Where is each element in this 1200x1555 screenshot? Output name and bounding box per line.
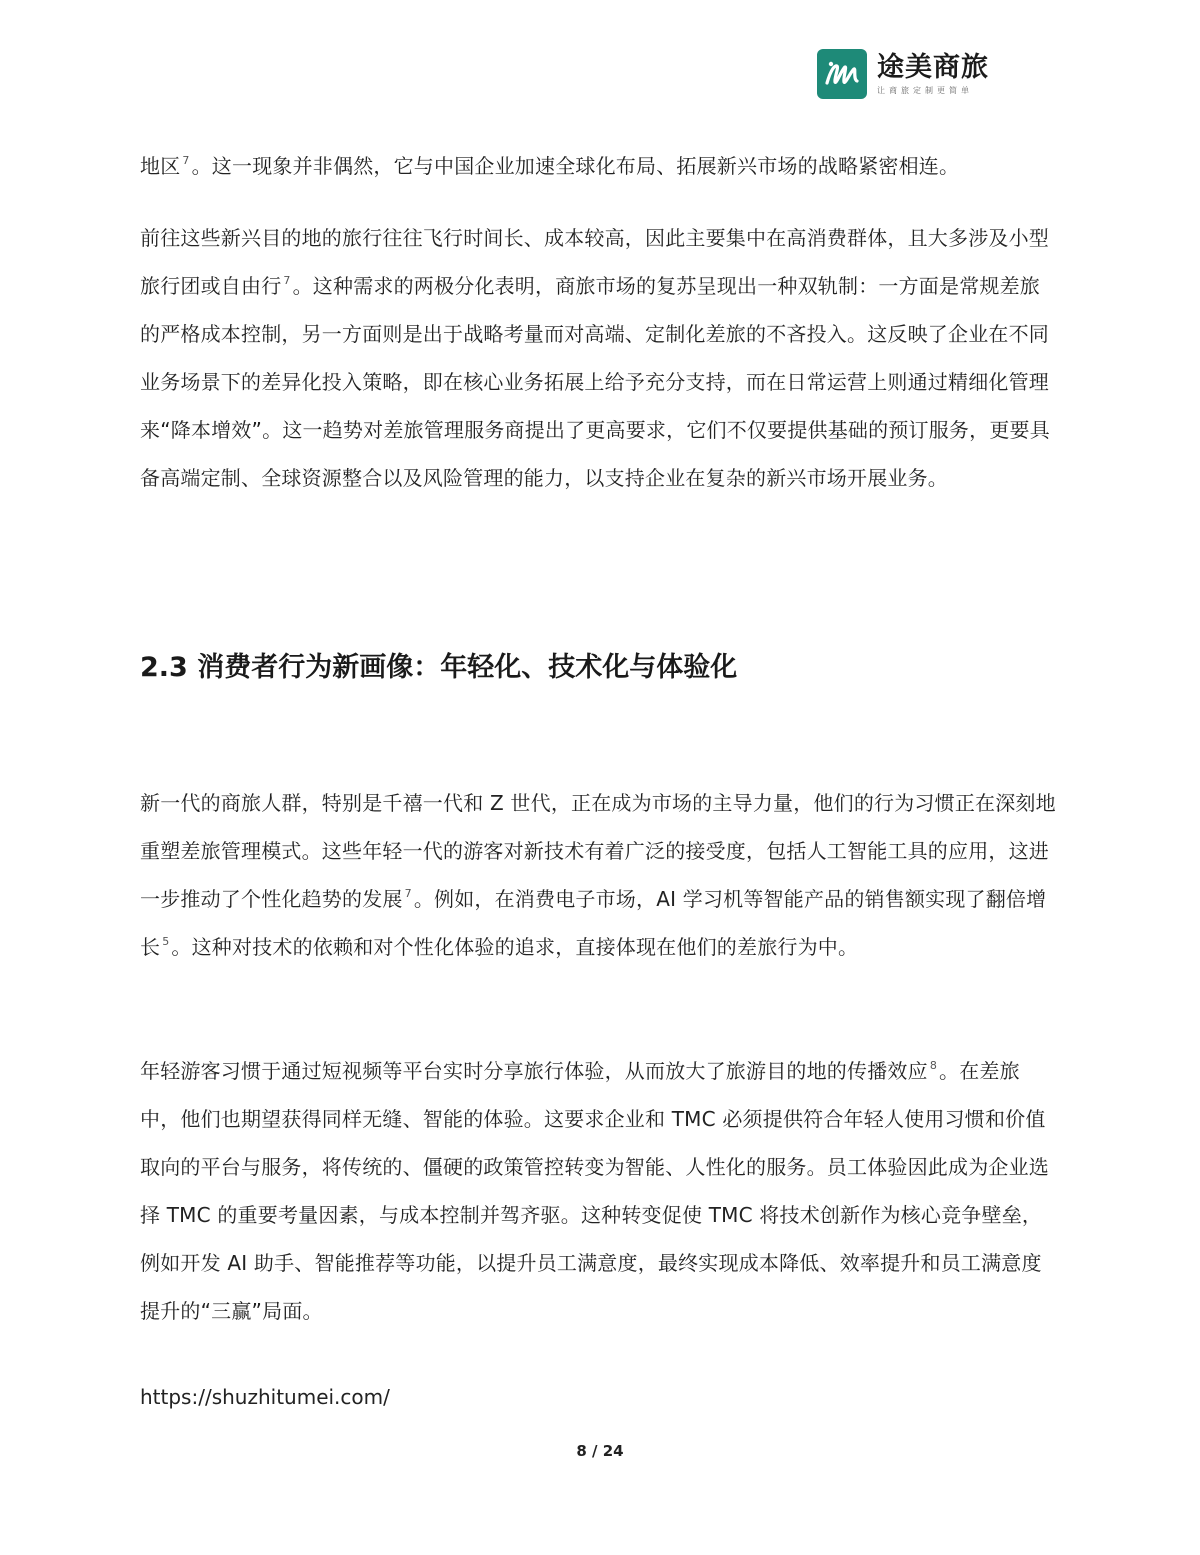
reference-marker: 7: [182, 154, 190, 167]
section-paragraph-4: [140, 1047, 1060, 1335]
paragraph: 新一代的商旅人群，特别是千禧一代和 Z 世代，正在成为市场的主导力量，他们的行为习惯正在深刻地重塑差旅管理模式。这些年轻一代的游客对新技术有着广泛的接受度，包括人工智能工具的应用，这进一步推动了个性化趋势的发展 $^7$ 。例如，在消费电子市场，AI 学习机等智能产品的销售额实现了翻倍增长 $^5$ 。这种对技术的依赖和对个性化体验的追求，直接体现在他们的差旅行为中。: [140, 791, 1056, 959]
reference-marker: 5: [162, 935, 170, 948]
section-heading: 2.3 消费者行为新画像：年轻化、技术化与体验化: [140, 652, 738, 683]
paragraph: 地区 $^7$ 。这一现象并非偶然，它与中国企业加速全球化布局、拓展新兴市场的战略紧密相连。: [140, 154, 960, 178]
paragraph: 年轻游客习惯于通过短视频等平台实时分享旅行体验，从而放大了旅游目的地的传播效应 $^8$ 。在差旅中，他们也期望获得同样无缝、智能的体验。这要求企业和 TMC 必须提供符合年轻人使用习惯和价值取向的平台与服务，将传统的、僵硬的政策管控转变为智能、人性化的服务。员工体验因此成为企业选择 TMC 的重要考量因素，与成本控制并驾齐驱。这种转变促使 TMC 将技术创新作为核心竞争壁垒，例如开发 AI 助手、智能推荐等功能，以提升员工满意度，最终实现成本降低、效率提升和员工满意度提升的“三赢”局面。: [140, 1059, 1049, 1323]
brand-name: 途美商旅: [877, 51, 989, 83]
section-paragraph-1: [140, 142, 1060, 190]
section-paragraph-2: [140, 214, 1060, 502]
page-number: 8 / 24: [576, 1442, 624, 1460]
source-link[interactable]: https://shuzhitumei.com/: [140, 1385, 390, 1409]
section-paragraph-3: [140, 779, 1060, 971]
brand-logo: [817, 48, 989, 100]
reference-marker: 7: [404, 887, 412, 900]
reference-marker: 8: [929, 1059, 938, 1072]
brand-mark-icon: [817, 49, 867, 99]
reference-marker: 7: [283, 274, 291, 287]
brand-slogan: 让商旅定制更简单: [877, 85, 973, 95]
paragraph: 前往这些新兴目的地的旅行往往飞行时间长、成本较高，因此主要集中在高消费群体，且大多涉及小型旅行团或自由行 $^7$ 。这种需求的两极分化表明，商旅市场的复苏呈现出一种双轨制：一方面是常规差旅的严格成本控制，另一方面则是出于战略考量而对高端、定制化差旅的不吝投入。这反映了企业在不同业务场景下的差异化投入策略，即在核心业务拓展上给予充分支持，而在日常运营上则通过精细化管理来“降本增效”。这一趋势对差旅管理服务商提出了更高要求，它们不仅要提供基础的预订服务，更要具备高端定制、全球资源整合以及风险管理的能力，以支持企业在复杂的新兴市场开展业务。: [140, 226, 1050, 490]
